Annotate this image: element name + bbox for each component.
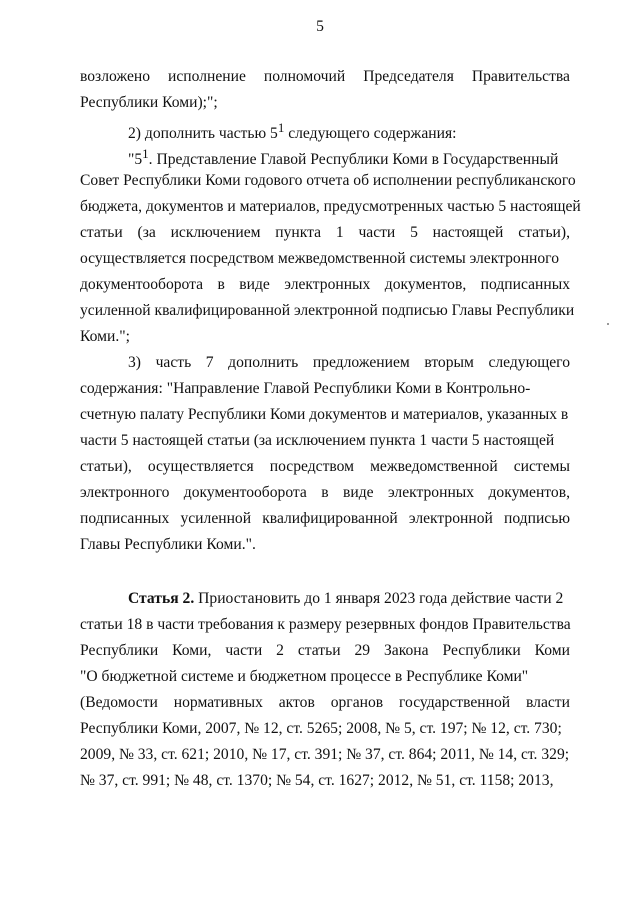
word: исключением	[170, 224, 261, 241]
article-heading-line	[128, 590, 563, 608]
text-line: статьи 18 в части требования к размеру резервных фондов Правительства	[80, 616, 571, 633]
word: документооборота	[183, 484, 307, 501]
word: в	[217, 276, 225, 293]
word: Коми,	[172, 642, 212, 659]
word: настоящей	[432, 224, 504, 241]
word: статьи),	[518, 224, 570, 241]
word: Правительства	[471, 68, 570, 85]
word: государственной	[399, 694, 511, 711]
word: в	[321, 484, 329, 501]
word: статьи	[80, 224, 123, 241]
word: часть	[155, 354, 192, 371]
line-text: 2) дополнить частью 5	[128, 125, 278, 143]
word: части	[358, 224, 396, 241]
word: 7	[205, 354, 214, 371]
article-title: Статья 2.	[128, 590, 195, 607]
page-number: 5	[316, 18, 324, 35]
text-line: счетную палату Республики Коми документов и материалов, указанных в	[80, 406, 569, 423]
word: 3)	[128, 354, 141, 371]
word: актов	[278, 694, 315, 711]
word: системы	[513, 458, 570, 475]
word: Республики	[80, 642, 159, 659]
word: электронного	[80, 484, 170, 501]
word: квалифицированной	[262, 510, 398, 527]
word: исполнение	[168, 68, 246, 85]
word: электронной	[408, 510, 493, 527]
text-line: содержания: "Направление Главой Республики Коми в Контрольно-	[80, 380, 531, 397]
text-line: Главы Республики Коми.".	[80, 536, 256, 553]
text-line: усиленной квалифицированной электронной подписью Главы Республики	[80, 302, 575, 319]
word: статьи	[297, 642, 341, 659]
word: Республики	[442, 642, 521, 659]
word: документов,	[488, 484, 570, 501]
word: предложением	[312, 354, 410, 371]
word: межведомственной	[370, 458, 498, 475]
line-text: Приостановить до 1 января 2023 года действие части 2	[194, 590, 564, 607]
word: части	[225, 642, 263, 659]
word: документооборота	[80, 276, 204, 293]
word: органов	[330, 694, 384, 711]
text-line	[80, 224, 570, 242]
text-line	[128, 354, 570, 372]
text-line	[80, 68, 570, 86]
word: электронных	[284, 276, 371, 293]
word: возложено	[80, 68, 151, 85]
text-line	[80, 276, 570, 294]
text-line	[80, 458, 570, 476]
word: документов,	[384, 276, 467, 293]
line-text: . Представление Главой Республики Коми в Государственный	[148, 151, 559, 169]
text-line: 2009, № 33, ст. 621; 2010, № 17, ст. 391; № 37, ст. 864; 2011, № 14, ст. 329;	[80, 746, 570, 763]
line-text: следующего содержания:	[284, 125, 457, 143]
word: нормативных	[173, 694, 263, 711]
text-line: № 37, ст. 991; № 48, ст. 1370; № 54, ст. 1627; 2012, № 51, ст. 1158; 2013,	[80, 772, 554, 789]
scan-speck	[607, 323, 609, 325]
word: дополнить	[228, 354, 299, 371]
word: статьи),	[80, 458, 132, 475]
text-line	[80, 642, 570, 660]
text-line	[128, 120, 456, 143]
text-line	[128, 146, 558, 169]
word: электронных	[388, 484, 475, 501]
word: власти	[526, 694, 570, 711]
word: следующего	[488, 354, 570, 371]
line-text: "5	[128, 151, 143, 169]
text-line	[80, 484, 570, 502]
word: (Ведомости	[80, 694, 158, 711]
text-line: Республики Коми, 2007, № 12, ст. 5265; 2008, № 5, ст. 197; № 12, ст. 730;	[80, 720, 562, 737]
word: усиленной	[180, 510, 252, 527]
word: пункта	[275, 224, 322, 241]
word: 29	[354, 642, 371, 659]
text-line: Коми.";	[80, 328, 130, 345]
word: (за	[137, 224, 156, 241]
word: посредством	[269, 458, 355, 475]
word: подписанных	[480, 276, 570, 293]
text-line: части 5 настоящей статьи (за исключением пункта 1 части 5 настоящей	[80, 432, 555, 449]
word: полномочий	[263, 68, 346, 85]
text-line: бюджета, документов и материалов, предусмотренных частью 5 настоящей	[80, 198, 581, 215]
word: 5	[410, 224, 418, 241]
word: виде	[343, 484, 374, 501]
text-line: осуществляется посредством межведомственной системы электронного	[80, 250, 559, 267]
word: Председателя	[363, 68, 454, 85]
word: вторым	[424, 354, 474, 371]
superscript: 1	[277, 120, 285, 135]
word: 1	[335, 224, 344, 241]
text-line: "О бюджетной системе и бюджетном процессе в Республике Коми"	[80, 668, 529, 685]
word: подписанных	[80, 510, 170, 527]
word: виде	[239, 276, 270, 293]
word: Коми	[534, 642, 570, 659]
word: подписью	[503, 510, 570, 527]
text-line	[80, 510, 570, 528]
text-line: Совет Республики Коми годового отчета об исполнении республиканского	[80, 172, 576, 189]
word: 2	[276, 642, 284, 659]
text-line	[80, 694, 570, 712]
word: Закона	[383, 642, 429, 659]
superscript: 1	[142, 146, 149, 161]
word: осуществляется	[147, 458, 254, 475]
text-line: Республики Коми);";	[80, 94, 218, 111]
